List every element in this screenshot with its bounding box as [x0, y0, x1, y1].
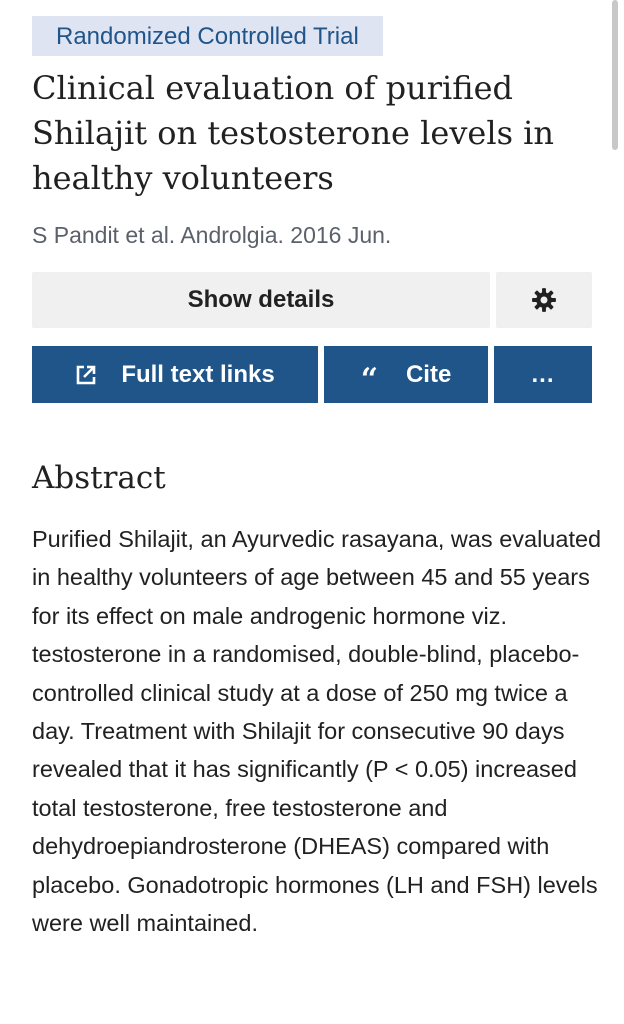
abstract-text: Purified Shilajit, an Ayurvedic rasayana, was evaluated in healthy volunteers of age between 45 and 55 years for its effect on male androgenic hormone viz. testosterone in a randomised, double-blind, placebo-controlled clinical study at a dose of 250 mg twice a day. Treatment with Shilajit for consecutive 90 days revealed that it has significantly (P < 0.05) increased total testosterone, free testosterone and dehydroepiandrosterone (DHEAS) compared with placebo. Gonadotropic hormones (LH and FSH) levels were well maintained. [32, 526, 602, 937]
article-title: Clinical evaluation of purified Shilajit on testosterone levels in healthy volunteers [32, 69, 555, 197]
show-details-button[interactable] [32, 272, 490, 328]
abstract-heading: Abstract [32, 460, 166, 496]
scrollbar[interactable] [612, 0, 618, 150]
article-citation: S Pandit et al. Androlgia. 2016 Jun. [32, 222, 392, 248]
show-details-label: Show details [187, 286, 335, 313]
full-text-links-button[interactable] [32, 346, 318, 403]
cite-button[interactable] [324, 346, 488, 403]
publication-type-badge: Randomized Controlled Trial [32, 16, 383, 56]
external-link-icon [75, 364, 97, 386]
settings-button[interactable] [496, 272, 592, 328]
cite-label: Cite [405, 360, 452, 388]
quote-icon: “ [360, 361, 378, 397]
gear-icon [531, 287, 557, 313]
full-text-links-label: Full text links [121, 360, 275, 388]
more-actions-button[interactable] [494, 346, 592, 403]
more-actions-label: ... [531, 360, 555, 388]
